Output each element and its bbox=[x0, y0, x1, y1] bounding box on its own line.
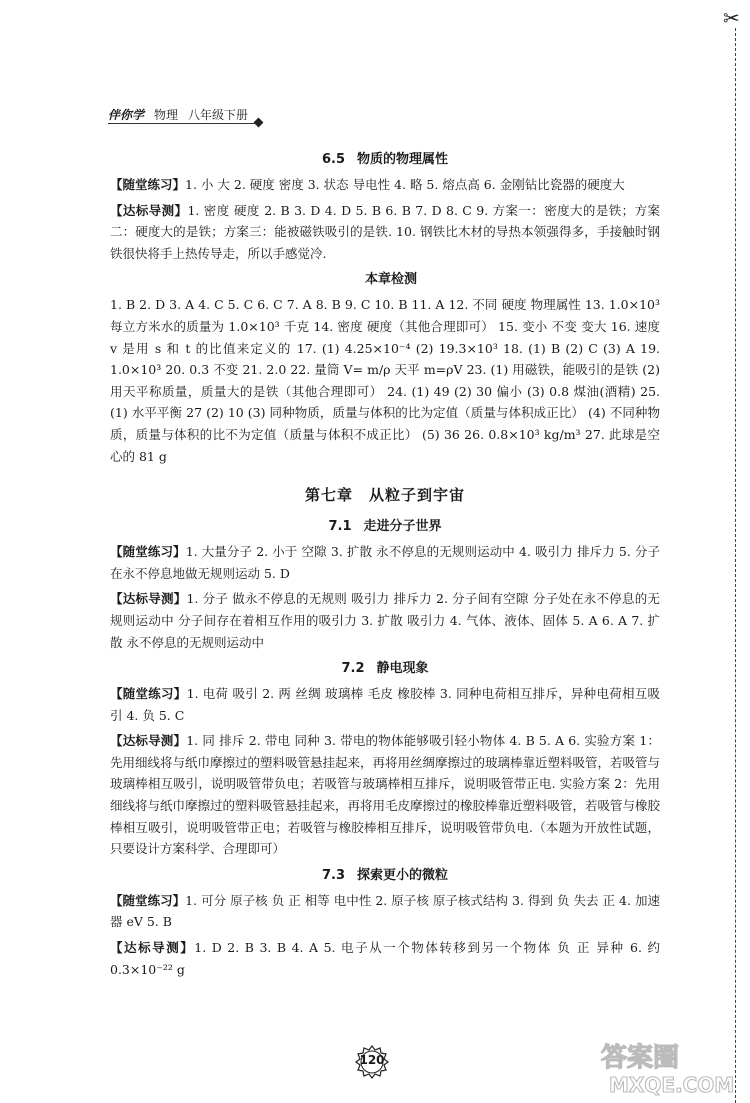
answer-paragraph bbox=[110, 937, 660, 980]
section-heading bbox=[110, 148, 660, 172]
section-heading bbox=[110, 268, 660, 292]
section-heading bbox=[110, 864, 660, 888]
section-title: 物质的物理属性 bbox=[357, 152, 449, 167]
section-title: 探索更小的微粒 bbox=[357, 867, 449, 883]
answer-text: 1. 同 排斥 2. 带电 同种 3. 带电的物体能够吸引轻小物体 4. B 5. A 6. 实验方案 1：先用细线将与纸巾摩擦过的塑料吸管悬挂起来，再将用丝绸摩擦过的玻璃棒靠近塑料吸管，若吸管与玻璃棒相互吸引，说明吸管带负电；若吸管与玻璃棒相互排斥，说明吸管带正电. 实验方案 2：先用细线将与纸巾摩擦过的塑料吸管悬挂起来，再将用毛皮摩擦过的橡胶棒靠近塑料吸管，若吸管与橡胶棒相互吸引，说明吸管带正电；若吸管与橡胶棒相互排斥，说明吸管带负电.（本题为开放性试题，只要设计方案科学、合理即可） bbox=[110, 733, 661, 857]
header-rule bbox=[108, 123, 258, 124]
exercise-label: 【随堂练习】 bbox=[110, 177, 186, 192]
answer-text: 1. 电荷 吸引 2. 两 丝绸 玻璃棒 毛皮 橡胶棒 3. 同种电荷相互排斥，异种电荷相互吸引 4. 负 5. C bbox=[110, 686, 660, 723]
answer-paragraph bbox=[110, 588, 660, 653]
watermark-line2: MXQE.COM bbox=[609, 1073, 735, 1097]
answer-text: 1. 密度 硬度 2. B 3. D 4. D 5. B 6. B 7. D 8. C 9. 方案一：密度大的是铁；方案二：硬度大的是铁；方案三：能被磁铁吸引的是铁. 10. 钢铁比木材的导热本领强得多，手接触时钢铁很快将手上热传导走，所以手感觉冷. bbox=[110, 202, 660, 261]
running-header bbox=[108, 106, 268, 123]
answer-text: 1. 小 大 2. 硬度 密度 3. 状态 导电性 4. 略 5. 熔点高 6. 金刚钻比瓷器的硬度大 bbox=[185, 177, 625, 192]
section-number: 7.2 bbox=[341, 661, 365, 677]
exercise-label: 【达标导测】 bbox=[110, 591, 187, 607]
exercise-label: 【随堂练习】 bbox=[110, 544, 186, 560]
answer-paragraph bbox=[110, 890, 660, 933]
answer-paragraph bbox=[110, 683, 660, 726]
page-number: 120 bbox=[359, 1053, 385, 1067]
answer-paragraph bbox=[110, 200, 660, 265]
brand-name: 伴你学 bbox=[108, 108, 145, 122]
grade-label: 八年级下册 bbox=[188, 108, 249, 122]
scissors-icon: ✂ bbox=[723, 6, 740, 30]
section-title: 走进分子世界 bbox=[363, 519, 442, 535]
watermark-logo bbox=[595, 1038, 745, 1098]
subject-label: 物理 bbox=[154, 108, 179, 122]
watermark-line1: 答案圈 bbox=[601, 1043, 680, 1073]
answer-text: 1. 可分 原子核 负 正 相等 电中性 2. 原子核 原子核式结构 3. 得到 负 失去 正 4. 加速器 eV 5. B bbox=[110, 892, 660, 930]
section-heading bbox=[110, 657, 660, 681]
section-number: 7.3 bbox=[321, 867, 345, 883]
answer-paragraph bbox=[110, 294, 660, 467]
answer-text: 1. 大量分子 2. 小于 空隙 3. 扩散 永不停息的无规则运动中 4. 吸引力 排斥力 5. 分子在永不停息地做无规则运动 5. D bbox=[110, 544, 660, 581]
answer-paragraph bbox=[110, 730, 660, 860]
answer-content bbox=[110, 146, 660, 984]
answer-text: 1. D 2. B 3. B 4. A 5. 电子从一个物体转移到另一个物体 负 正 异种 6. 约 0.3×10⁻²² g bbox=[110, 940, 660, 977]
section-title: 本章检测 bbox=[364, 272, 417, 288]
answer-text: 1. B 2. D 3. A 4. C 5. C 6. C 7. A 8. B 9. C 10. B 11. A 12. 不同 硬度 物理属性 13. 1.0×10³ 每立方米水的质量为 1.0×10³ 千克 14. 密度 硬度（其他合理即可） 15. 变小 不变 变大 16. 速度 v 是用 s 和 t 的比值来定义的 17. (1) 4.25×10⁻⁴ (2) 19.3×10³ 18. (1) B (2) C (3) A 19. 1.0×10³ 20. 0.3 不变 21. 2.0 22. 量筒 V= m/ρ 天平 m=ρV 23. (1) 用磁铁，能吸引的是铁 (2) 用天平称质量，质量大的是铁（其他合理即可） 24. (1) 49 (2) 30 偏小 (3) 0.8 煤油(酒精) 25. (1) 水平平衡 27 (2) 10 (3) 同种物质，质量与体积的比为定值（质量与体积成正比） (4) 不同种物质，质量与体积的比不为定值（质量与体积不成正比） (5) 36 26. 0.8×10³ kg/m³ 27. 此球是空心的 81 g bbox=[110, 297, 660, 464]
section-title: 从粒子到宇宙 bbox=[369, 486, 466, 505]
answer-paragraph bbox=[110, 174, 660, 196]
section-heading bbox=[110, 515, 660, 539]
section-number: 6.5 bbox=[321, 152, 345, 167]
exercise-label: 【达标导测】 bbox=[110, 733, 187, 749]
section-number: 7.1 bbox=[328, 519, 352, 535]
exercise-label: 【达标导测】 bbox=[110, 940, 195, 956]
cut-line bbox=[735, 28, 736, 1103]
section-title: 静电现象 bbox=[376, 661, 429, 677]
chapter-heading bbox=[110, 481, 660, 509]
exercise-label: 【随堂练习】 bbox=[110, 892, 186, 908]
answer-text: 1. 分子 做永不停息的无规则 吸引力 排斥力 2. 分子间有空隙 分子处在永不停息的无规则运动中 分子间存在着相互作用的吸引力 3. 扩散 吸引力 4. 气体、液体、固体 5. A 6. A 7. 扩散 永不停息的无规则运动中 bbox=[110, 591, 660, 650]
page-number-badge bbox=[355, 1045, 389, 1079]
section-number: 第七章 bbox=[304, 486, 353, 505]
exercise-label: 【随堂练习】 bbox=[110, 686, 187, 702]
answer-paragraph bbox=[110, 541, 660, 584]
exercise-label: 【达标导测】 bbox=[110, 202, 188, 218]
